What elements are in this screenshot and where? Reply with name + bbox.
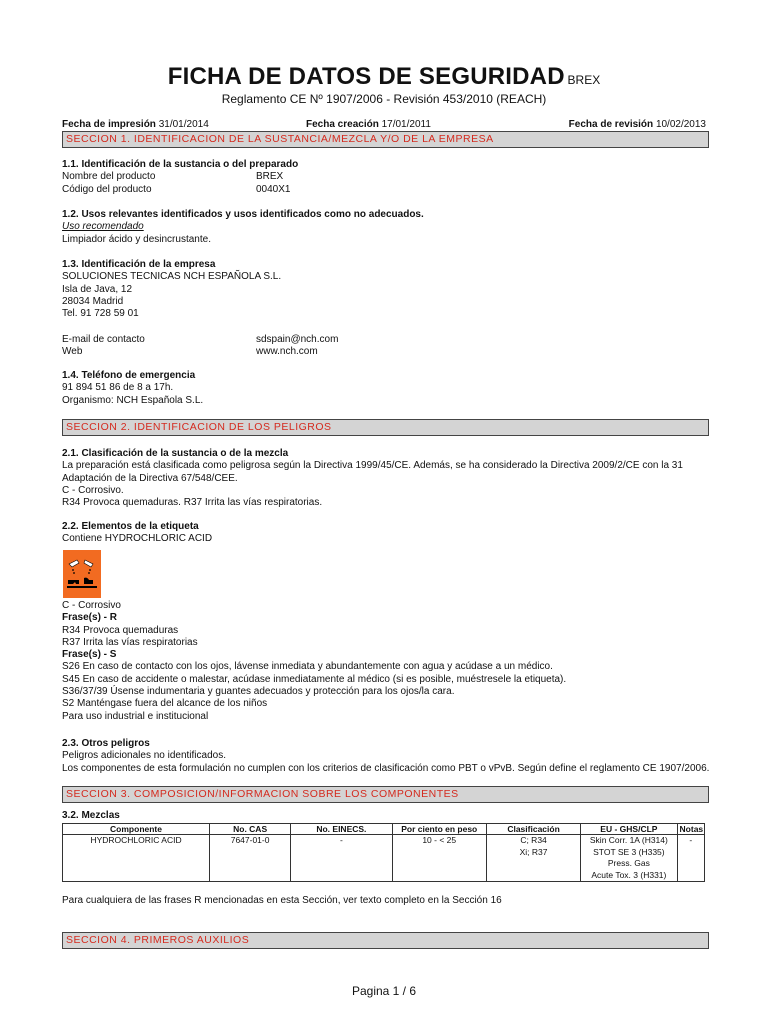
s-phrase: S26 En caso de contacto con los ojos, lávense inmediata y abundantemente con agua y acúdase a un médico.	[62, 661, 553, 673]
heading-3-2: 3.2. Mezclas	[62, 810, 120, 821]
creation-date: Fecha creación 17/01/2011	[306, 119, 431, 130]
emergency-phone: 91 894 51 86 de 8 a 17h.	[62, 382, 174, 394]
pictogram-caption: C - Corrosivo	[62, 600, 121, 611]
title-product: BREX	[567, 73, 601, 87]
other-hazards-line: Los componentes de esta formulación no cumplen con los criterios de clasificación como PBT o vPvB. Según define el reglamento CE 1907/2006.	[62, 762, 710, 774]
r-phrases-heading: Frase(s) - R	[62, 612, 118, 624]
product-name-row: Nombre del producto BREX	[62, 171, 284, 183]
s-phrase: S2 Manténgase fuera del alcance de los niños	[62, 698, 268, 710]
classification-line: R34 Provoca quemaduras. R37 Irrita las vías respiratorias.	[62, 497, 323, 509]
corrosive-pictogram-icon	[63, 550, 101, 598]
print-date: Fecha de impresión 31/01/2014	[62, 119, 209, 130]
col-header: Por ciento en peso	[392, 824, 486, 835]
einecs-cell: -	[291, 835, 392, 882]
percent-cell: 10 - < 25	[392, 835, 486, 882]
cas-cell: 7647-01-0	[210, 835, 291, 882]
document-title	[0, 63, 768, 91]
components-table	[62, 823, 705, 882]
section-3-2	[62, 810, 712, 822]
heading-1-3: 1.3. Identificación de la empresa	[62, 259, 216, 270]
address-line-1: Isla de Java, 12	[62, 283, 133, 295]
classification-line: La preparación está clasificada como peligrosa según la Directiva 1999/45/CE. Además, se ha considerado la Directiva 2009/2/CE con la 31	[62, 460, 683, 472]
address-line-2: 28034 Madrid	[62, 295, 124, 307]
contact-block	[62, 334, 712, 359]
section-2-3	[62, 738, 712, 775]
section-2-2	[62, 521, 712, 546]
section-1-4	[62, 370, 712, 407]
r-phrase: R34 Provoca quemaduras	[62, 624, 179, 636]
emergency-organism: Organismo: NCH Española S.L.	[62, 394, 204, 406]
heading-2-2: 2.2. Elementos de la etiqueta	[62, 521, 199, 532]
section-1-header: SECCION 1. IDENTIFICACION DE LA SUSTANCIA/MEZCLA Y/O DE LA EMPRESA	[62, 131, 709, 148]
col-header: Clasificación	[486, 824, 580, 835]
section-2-header: SECCION 2. IDENTIFICACION DE LOS PELIGROS	[62, 419, 709, 436]
s-phrases-heading: Frase(s) - S	[62, 649, 117, 661]
heading-1-4: 1.4. Teléfono de emergencia	[62, 370, 196, 381]
product-code-row: Código del producto 0040X1	[62, 183, 291, 195]
heading-2-1: 2.1. Clasificación de la sustancia o de la mezcla	[62, 448, 289, 459]
contains-line: Contiene HYDROCHLORIC ACID	[62, 533, 213, 545]
col-header: No. CAS	[210, 824, 291, 835]
col-header: Notas	[677, 824, 704, 835]
section-3-header: SECCION 3. COMPOSICION/INFORMACION SOBRE LOS COMPONENTES	[62, 786, 709, 803]
section-4-header: SECCION 4. PRIMEROS AUXILIOS	[62, 932, 709, 949]
title-main: FICHA DE DATOS DE SEGURIDAD	[167, 63, 565, 90]
classification-line: C - Corrosivo.	[62, 484, 124, 496]
revision-date: Fecha de revisión 10/02/2013	[568, 119, 706, 130]
r-phrase: R37 Irrita las vías respiratorias	[62, 636, 198, 648]
classification-cell: C; R34 Xi; R37	[486, 835, 580, 882]
notes-cell: -	[677, 835, 704, 882]
col-header: Componente	[63, 824, 210, 835]
classification-line: Adaptación de la Directiva 67/548/CEE.	[62, 472, 238, 484]
section-1-3	[62, 259, 712, 320]
web-row: Web www.nch.com	[62, 346, 318, 358]
section-2-1	[62, 448, 712, 509]
table-header-row	[63, 824, 705, 835]
other-hazards-line: Peligros adicionales no identificados.	[62, 750, 226, 762]
industrial-use: Para uso industrial e institucional	[62, 710, 209, 722]
ghs-cell: Skin Corr. 1A (H314) STOT SE 3 (H335) Press. Gas Acute Tox. 3 (H331)	[581, 835, 677, 882]
regulation-subtitle: Reglamento CE Nº 1907/2006 - Revisión 453/2010 (REACH)	[221, 92, 547, 106]
use-label: Uso recomendado	[62, 221, 144, 233]
page-number: Pagina 1 / 6	[351, 984, 417, 998]
email-row: E-mail de contacto sdspain@nch.com	[62, 334, 339, 345]
heading-1-1: 1.1. Identificación de la sustancia o del preparado	[62, 159, 299, 170]
table-row	[63, 835, 705, 882]
component-cell: HYDROCHLORIC ACID	[63, 835, 210, 882]
section-1-2	[62, 209, 712, 246]
section-3-note: Para cualquiera de las frases R mencionadas en esta Sección, ver texto completo en la Sección 16	[62, 895, 502, 906]
company-name: SOLUCIONES TECNICAS NCH ESPAÑOLA S.L.	[62, 271, 282, 283]
heading-1-2: 1.2. Usos relevantes identificados y usos identificados como no adecuados.	[62, 209, 424, 220]
heading-2-3: 2.3. Otros peligros	[62, 738, 150, 749]
col-header: EU - GHS/CLP	[581, 824, 677, 835]
s-phrase: S45 En caso de accidente o malestar, acúdase inmediatamente al médico (si es posible, muéstresele la etiqueta).	[62, 673, 567, 685]
col-header: No. EINECS.	[291, 824, 392, 835]
company-phone: Tel. 91 728 59 01	[62, 308, 139, 320]
label-phrases	[62, 600, 712, 723]
s-phrase: S36/37/39 Úsense indumentaria y guantes adecuados y protección para los ojos/la cara.	[62, 686, 455, 698]
section-1-1	[62, 159, 712, 196]
dates-row	[62, 119, 706, 131]
use-value: Limpiador ácido y desincrustante.	[62, 233, 211, 245]
